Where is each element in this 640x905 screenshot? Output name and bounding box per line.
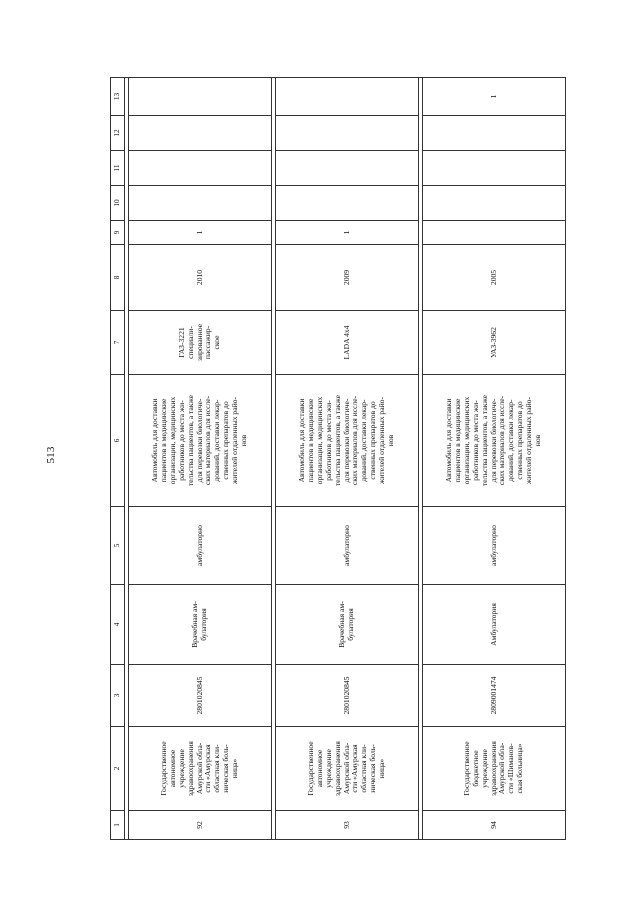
vehicle-model: ГАЗ-3221 специали- зированное пассажир- ское: [129, 311, 272, 375]
care-mode: амбулаторно: [276, 507, 419, 585]
vehicle-model: УАЗ-3962: [423, 311, 566, 375]
vehicle-registry-table: [110, 77, 566, 840]
organization-name: Государственное автономное учреждение здравоохранения Амурской обла- сти «Амурская областная кли- ническая боль- ница»: [276, 727, 419, 811]
table-row: [276, 78, 419, 840]
col11-value: [276, 151, 419, 186]
col13-value: [129, 78, 272, 116]
header-row: [111, 78, 125, 840]
vehicle-year: 2010: [129, 245, 272, 311]
header-cell: 8: [111, 245, 125, 311]
header-cell: 9: [111, 221, 125, 245]
organization-name: Государственное бюджетное учреждение здравоохранения Амурской обла- сти «Шиманов- ская больница»: [423, 727, 566, 811]
header-cell: 3: [111, 665, 125, 727]
row-number: 94: [423, 811, 566, 840]
col10-value: [129, 186, 272, 221]
care-mode: амбулаторно: [423, 507, 566, 585]
vehicle-purpose: Автомобиль для доставки пациентов в медицинские организации, медицинских работников до места жи- тельства пациентов, а также для перевозки биологиче- ских материалов для иссле- дований, доставки лекар- ственных препаратов до жителей отдаленных райо- нов: [276, 375, 419, 507]
col9-value: [423, 221, 566, 245]
care-mode: амбулаторно: [129, 507, 272, 585]
organization-name: Государственное автономное учреждение здравоохранения Амурской обла- сти «Амурская областная кли- ническая боль- ница»: [129, 727, 272, 811]
col13-value: [276, 78, 419, 116]
header-cell: 4: [111, 585, 125, 665]
header-cell: 12: [111, 116, 125, 151]
col13-value: 1: [423, 78, 566, 116]
header-cell: 6: [111, 375, 125, 507]
vehicle-registry-table-area: [110, 78, 543, 840]
col11-value: [129, 151, 272, 186]
col12-value: [276, 116, 419, 151]
page-number: 513: [45, 446, 57, 464]
vehicle-year: 2005: [423, 245, 566, 311]
vehicle-purpose: Автомобиль для доставки пациентов в медицинские организации, медицинских работников до места жи- тельства пациентов, а также для перевозки биологиче- ских материалов для иссле- дований, доставки лекар- ственных препаратов до жителей отдаленных райо- нов: [423, 375, 566, 507]
header-cell: 7: [111, 311, 125, 375]
header-cell: 10: [111, 186, 125, 221]
col10-value: [423, 186, 566, 221]
header-cell: 2: [111, 727, 125, 811]
col11-value: [423, 151, 566, 186]
header-cell: 11: [111, 151, 125, 186]
organization-code: 2801020845: [129, 665, 272, 727]
row-number: 93: [276, 811, 419, 840]
table-row: [423, 78, 566, 840]
rotated-table-container: [110, 78, 543, 840]
vehicle-model: LADA 4x4: [276, 311, 419, 375]
vehicle-year: 2009: [276, 245, 419, 311]
organization-code: 2801020845: [276, 665, 419, 727]
medical-unit: Врачебная ам- булатория: [129, 585, 272, 665]
header-cell: 13: [111, 78, 125, 116]
medical-unit: Врачебная ам- булатория: [276, 585, 419, 665]
organization-code: 2809001474: [423, 665, 566, 727]
table-row: [129, 78, 272, 840]
col12-value: [423, 116, 566, 151]
medical-unit: Амбулатория: [423, 585, 566, 665]
col12-value: [129, 116, 272, 151]
header-cell: 1: [111, 811, 125, 840]
col9-value: 1: [276, 221, 419, 245]
col10-value: [276, 186, 419, 221]
header-cell: 5: [111, 507, 125, 585]
row-number: 92: [129, 811, 272, 840]
col9-value: 1: [129, 221, 272, 245]
vehicle-purpose: Автомобиль для доставки пациентов в медицинские организации, медицинских работников до места жи- тельства пациентов, а также для перевозки биологиче- ских материалов для иссле- дований, доставки лекар- ственных препаратов до жителей отдаленных райо- нов: [129, 375, 272, 507]
